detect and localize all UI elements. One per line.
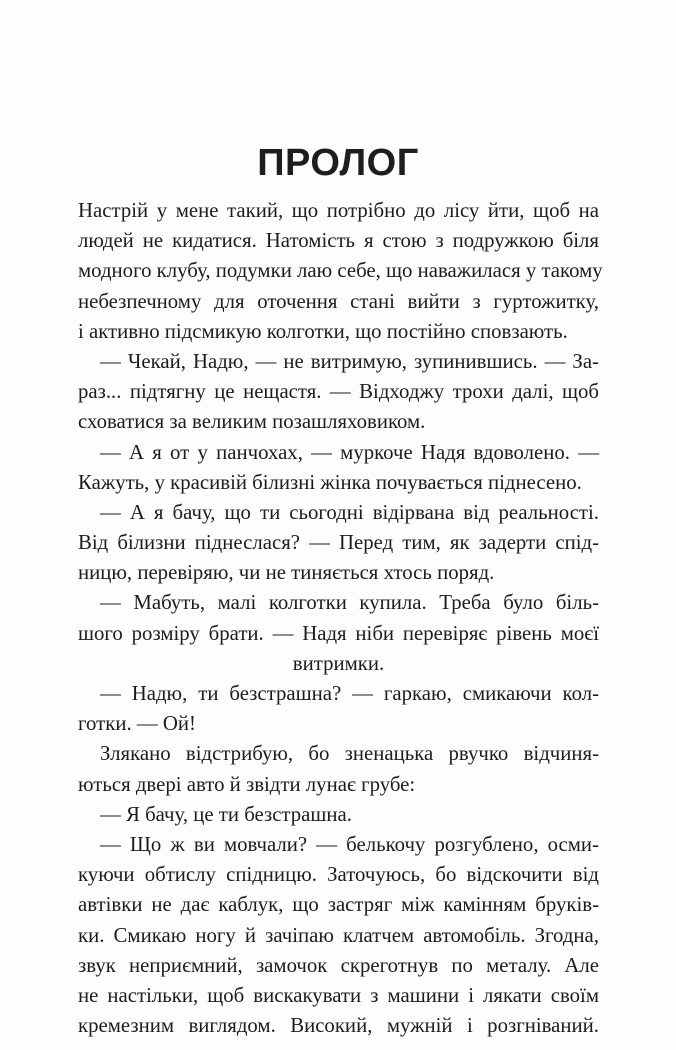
text-line: автівки не дає каблук, що застряг між камінням бруків- [78, 893, 599, 917]
chapter-body [78, 196, 603, 1041]
text-line: і активно підсмикую колготки, що постійно сповзають. [78, 319, 568, 343]
text-line: Злякано відстрибую, бо зненацька рвучко відчиня- [100, 742, 599, 766]
text-line: витримки. [292, 651, 385, 675]
text-line: Кажуть, у красивій білизні жінка почувається піднесено. [78, 470, 582, 494]
text-line: шого розміру брати. — Надя ніби перевіряє рівень моєї [78, 621, 599, 645]
text-line: кремезним виглядом. Високий, мужній і розгніваний. [78, 1014, 599, 1038]
text-line: звук неприємний, замочок скреготнув по металу. Але [78, 953, 599, 977]
text-line: — Чекай, Надю, — не витримую, зупинившись. — За- [100, 349, 599, 373]
text-line: ки. Смикаю ногу й зачіпаю клатчем автомобіль. Згодна, [78, 923, 599, 947]
text-line: раз... підтягну це нещастя. — Відходжу трохи далі, щоб [78, 380, 599, 404]
text-line: сховатися за великим позашляховиком. [78, 410, 426, 434]
text-line: — Надю, ти безстрашна? — гаркаю, смикаючи кол- [100, 682, 599, 705]
text-line: ються двері авто й звідти лунає грубе: [78, 772, 416, 796]
text-line: — А я от у панчохах, — муркоче Надя вдоволено. — [100, 440, 599, 464]
chapter-title: ПРОЛОГ [257, 142, 419, 184]
text-line: модного клубу, подумки лаю себе, що наважилася у такому [78, 259, 603, 283]
text-line: ницю, перевіряю, чи не тиняється хтось поряд. [78, 561, 495, 585]
text-line: — Що ж ви мовчали? — белькочу розгублено, осми- [100, 832, 599, 856]
text-line: Настрій у мене такий, що потрібно до лісу йти, щоб на [78, 199, 599, 222]
text-line: — А я бачу, що ти сьогодні відірвана від реальності. [100, 500, 599, 524]
text-line: Від білизни піднеслася? — Перед тим, як задерти спід- [78, 531, 599, 555]
text-line: готки. — Ой! [78, 712, 196, 736]
text-line: куючи обтислу спідницю. Заточуюсь, бо відскочити від [78, 863, 599, 887]
text-line: — Я бачу, це ти безстрашна. [100, 802, 352, 826]
text-line: небезпечному для оточення стані вийти з гуртожитку, [78, 289, 599, 313]
text-line: — Мабуть, малі колготки купила. Треба було біль- [100, 591, 599, 615]
text-line: не настільки, щоб вискакувати з машини і лякати своїм [78, 983, 599, 1007]
text-line: людей не кидатися. Натомість я стою з подружкою біля [78, 229, 599, 253]
